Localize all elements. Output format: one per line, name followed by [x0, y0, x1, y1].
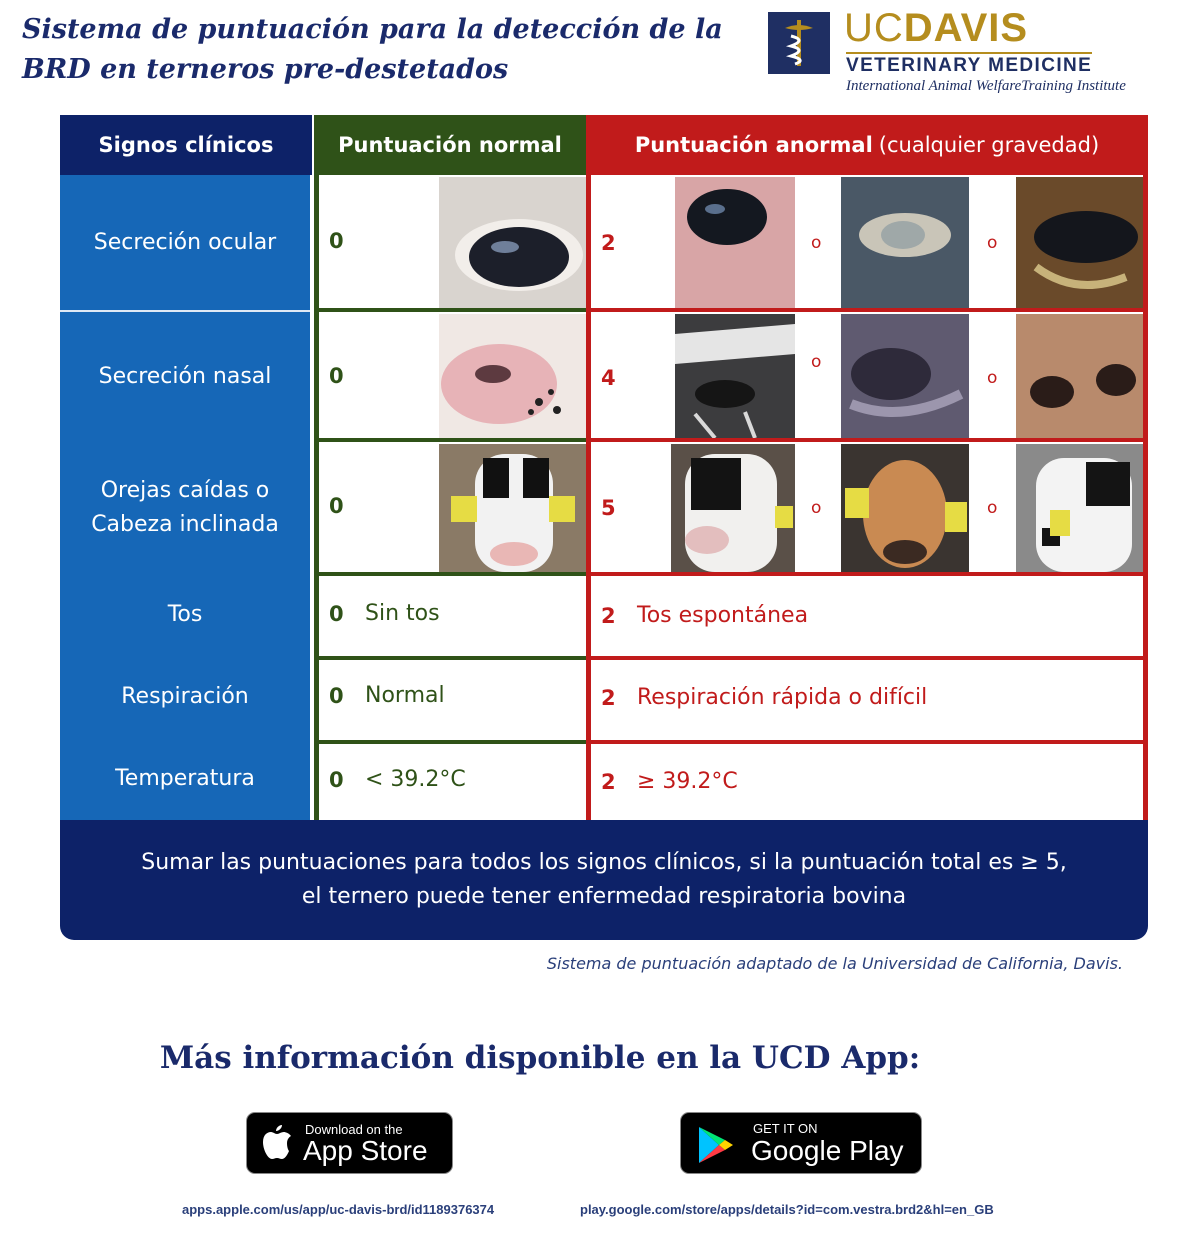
normal-score: 0: [329, 494, 344, 518]
discharge-nose-photo-1: [675, 314, 795, 438]
sign-ocular-discharge: Secreción ocular: [60, 175, 310, 312]
droopy-calf-photo-2: [841, 444, 969, 572]
abnormal-cell-breathing: [586, 660, 1148, 744]
or-label: o: [987, 368, 998, 388]
or-label: o: [811, 498, 822, 518]
abnormal-cell-ocular: [586, 175, 1148, 312]
abnormal-description: Respiración rápida o difícil: [637, 685, 928, 710]
google-play-label: Google Play: [751, 1135, 904, 1166]
healthy-nose-photo: [439, 314, 587, 438]
or-label: o: [987, 498, 998, 518]
normal-cell-cough: [314, 576, 586, 660]
page-title: Sistema de puntuación para la detección de la BRD en terneros pre-destetados: [22, 14, 723, 85]
google-play-small-label: GET IT ON: [753, 1121, 818, 1136]
abnormal-score: 5: [601, 496, 616, 520]
discharge-nose-photo-3: [1016, 314, 1143, 438]
summary-line-2: el ternero puede tener enfermedad respiratoria bovina: [301, 884, 907, 909]
institute-name: International Animal WelfareTraining Institute: [846, 78, 1126, 94]
sign-breathing: Respiración: [60, 656, 310, 740]
app-store-url[interactable]: apps.apple.com/us/app/uc-davis-brd/id1189376374: [182, 1202, 495, 1217]
abnormal-cell-cough: [586, 576, 1148, 660]
or-label: o: [811, 233, 822, 253]
normal-cell-ears: [314, 442, 586, 576]
droopy-calf-photo-3: [1016, 444, 1143, 572]
app-store-button[interactable]: [246, 1112, 453, 1174]
discharge-eye-photo-1: [675, 177, 795, 308]
discharge-eye-photo-2: [841, 177, 969, 308]
normal-description: Sin tos: [365, 601, 440, 626]
sign-cough: Tos: [60, 574, 310, 658]
abnormal-score: 2: [601, 231, 616, 255]
apple-icon: [261, 1123, 293, 1165]
normal-score: 0: [329, 768, 344, 792]
google-play-button[interactable]: [680, 1112, 922, 1174]
abnormal-score: 4: [601, 366, 616, 390]
normal-score: 0: [329, 684, 344, 708]
normal-score: 0: [329, 229, 344, 253]
healthy-eye-photo: [439, 177, 587, 308]
app-store-small-label: Download on the: [305, 1122, 403, 1137]
normal-cell-nasal: [314, 312, 586, 442]
app-store-label: App Store: [303, 1135, 428, 1166]
sign-nasal-discharge: Secreción nasal: [60, 312, 310, 444]
source-note: Sistema de puntuación adaptado de la Universidad de California, Davis.: [546, 954, 1123, 973]
scoring-table: [60, 115, 1148, 940]
or-label: o: [811, 352, 822, 372]
header-signs: Signos clínicos: [60, 115, 312, 175]
normal-description: < 39.2°C: [365, 767, 466, 792]
healthy-calf-photo: [439, 444, 587, 572]
discharge-nose-photo-2: [841, 314, 969, 438]
normal-cell-temperature: [314, 744, 586, 820]
abnormal-cell-nasal: [586, 312, 1148, 442]
abnormal-description: ≥ 39.2°C: [637, 769, 738, 794]
google-play-icon: [695, 1125, 735, 1169]
droopy-calf-photo-1: [671, 444, 795, 572]
summary-line-1: Sumar las puntuaciones para todos los signos clínicos, si la puntuación total es ≥ 5,: [141, 850, 1067, 875]
summary-band: [60, 820, 1148, 940]
more-info-heading: Más información disponible en la UCD App:: [159, 1040, 921, 1076]
abnormal-description: Tos espontánea: [637, 603, 809, 628]
normal-score: 0: [329, 602, 344, 626]
discharge-eye-photo-3: [1016, 177, 1143, 308]
normal-score: 0: [329, 364, 344, 388]
caduceus-shield-icon: [768, 12, 830, 74]
sign-temperature: Temperatura: [60, 738, 310, 820]
or-label: o: [987, 233, 998, 253]
ucdavis-logo: [768, 6, 1198, 100]
normal-description: Normal: [365, 683, 445, 708]
abnormal-score: 2: [601, 686, 616, 710]
ucdavis-wordmark: UCDAVIS: [844, 6, 1029, 50]
header-abnormal: Puntuación anormal (cualquier gravedad): [586, 115, 1148, 175]
abnormal-cell-temperature: [586, 744, 1148, 820]
normal-cell-ocular: [314, 175, 586, 312]
school-name: VETERINARY MEDICINE: [846, 52, 1092, 77]
google-play-url[interactable]: play.google.com/store/apps/details?id=com.vestra.brd2&hl=en_GB: [580, 1202, 994, 1217]
abnormal-score: 2: [601, 604, 616, 628]
abnormal-score: 2: [601, 770, 616, 794]
abnormal-cell-ears: [586, 442, 1148, 576]
sign-droopy-ears: Orejas caídas o Cabeza inclinada: [60, 442, 310, 576]
normal-cell-breathing: [314, 660, 586, 744]
header-normal: Puntuación normal: [314, 115, 586, 175]
